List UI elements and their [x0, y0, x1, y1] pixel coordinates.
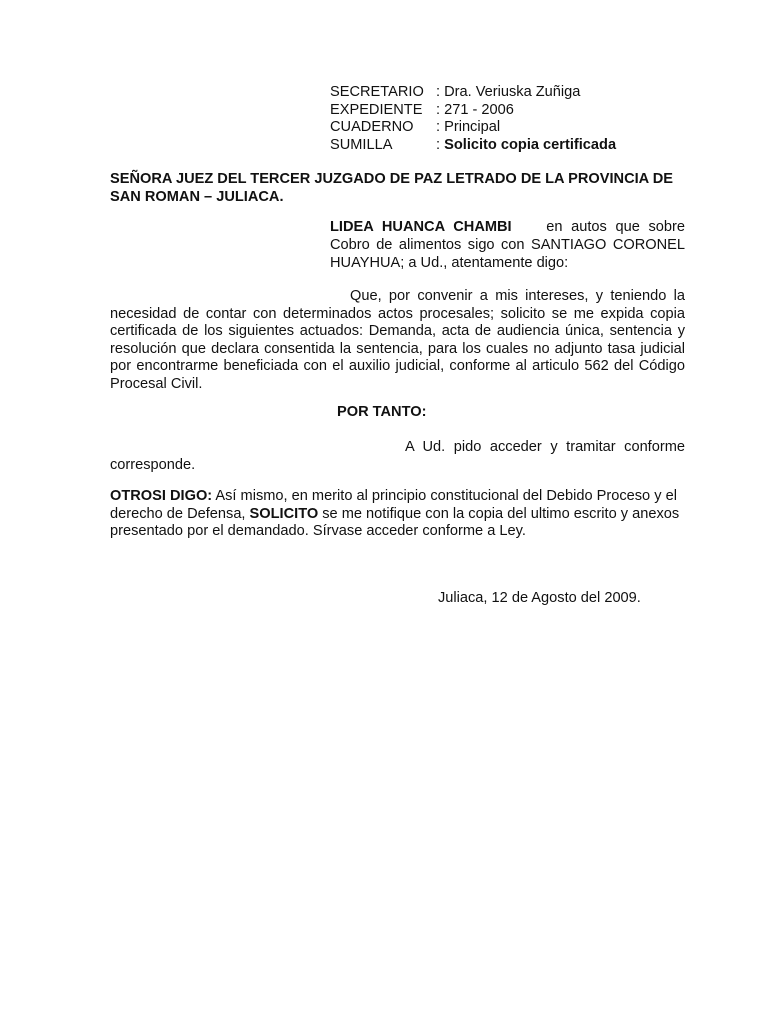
expediente-label: EXPEDIENTE — [330, 101, 423, 118]
otrosi-solicito: SOLICITO — [249, 505, 319, 522]
intro-text: en autos que sobre Cobro de alimentos sigo con SANTIAGO CORONEL HUAYHUA; a Ud., atentamente digo: — [330, 219, 686, 271]
pido-paragraph — [110, 438, 685, 474]
case-header — [330, 84, 616, 154]
sumilla-value: Solicito copia certificada — [444, 136, 617, 153]
otrosi-paragraph — [110, 488, 688, 541]
otrosi-text-2: se me notifique con la copia del ultimo escrito y anexos presentado por el demandado. Sírvase acceder conforme a Ley. — [110, 505, 680, 540]
request-paragraph — [110, 288, 685, 394]
petitioner-name: LIDEA HUANCA CHAMBI — [330, 219, 512, 235]
otrosi-text-1: Así mismo, en merito al principio constitucional del Debido Proceso y el derecho de Defensa, — [110, 488, 677, 522]
sumilla-label: SUMILLA — [330, 136, 393, 153]
pido-text: A Ud. pido acceder y tramitar conforme corresponde. — [110, 439, 685, 473]
secretario-value: : Dra. Veriuska Zuñiga — [436, 84, 581, 100]
header-row-expediente — [330, 102, 616, 120]
secretario-label: SECRETARIO — [330, 84, 424, 100]
date-line: Juliaca, 12 de Agosto del 2009. — [438, 590, 641, 606]
addressee-heading: SEÑORA JUEZ DEL TERCER JUZGADO DE PAZ LETRADO DE LA PROVINCIA DE SAN ROMAN – JULIACA. — [110, 171, 673, 205]
header-row-sumilla — [330, 137, 616, 155]
sumilla-colon: : — [436, 136, 441, 153]
por-tanto-heading: POR TANTO: — [337, 404, 427, 420]
header-row-cuaderno — [330, 119, 616, 137]
expediente-value: : 271 - 2006 — [436, 101, 514, 118]
cuaderno-value: : Principal — [436, 119, 501, 136]
request-text: Que, por convenir a mis intereses, y teniendo la necesidad de contar con determinados actos procesales; solicito se me expida copia certificada de los siguientes actuados: Demanda, acta de audiencia única, sentencia y resolución que declara consentida la sentencia, para los cuales no adjunto tasa judicial por encontrarme beneficiada con el auxilio judicial, conforme al articulo 562 del Código Procesal Civil. — [110, 288, 685, 392]
otrosi-label: OTROSI DIGO: — [110, 488, 213, 504]
header-row-secretario — [330, 84, 616, 102]
intro-paragraph — [330, 219, 685, 272]
cuaderno-label: CUADERNO — [330, 119, 414, 136]
